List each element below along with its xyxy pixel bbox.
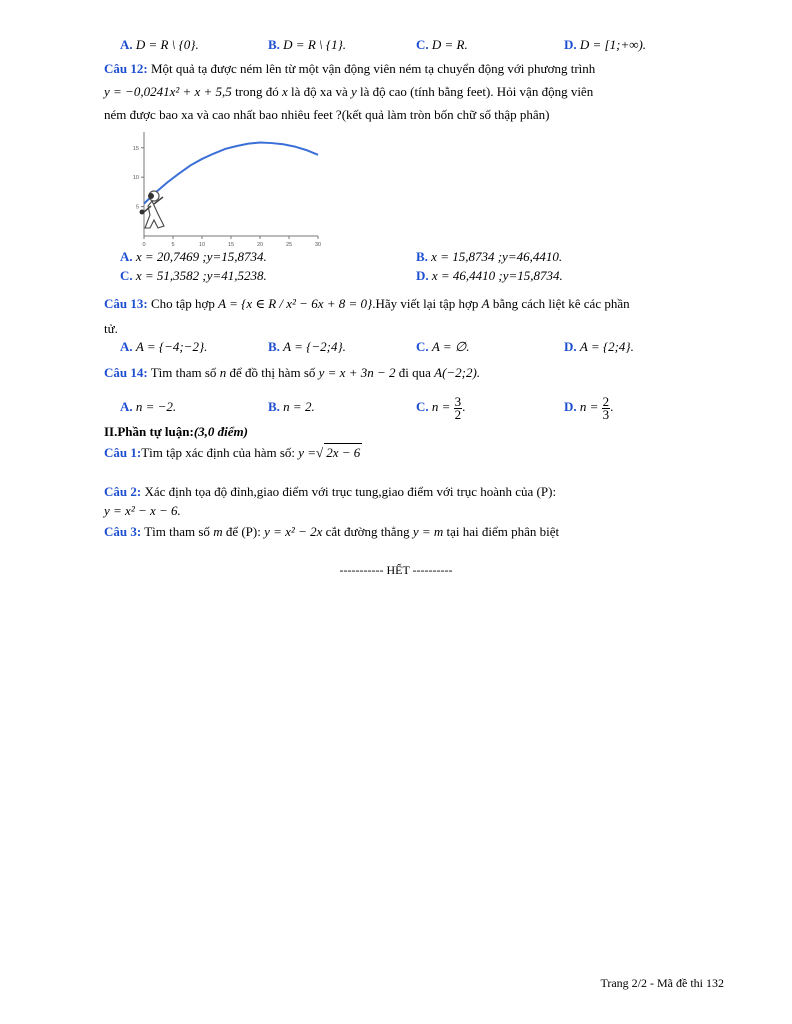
q12-line1: Câu 12: Một quả tạ được ném lên từ một vận động viên ném tạ chuyển động với phương trình — [104, 61, 596, 76]
essay-question-1: Câu 1:Tìm tập xác định của hàm số: y =√ 2x − 6 — [104, 445, 361, 460]
end-marker: ----------- HẾT ---------- — [339, 563, 453, 577]
q14-options-row — [0, 390, 792, 424]
q12-options-row-1 — [0, 248, 792, 266]
x-tick-label: 5 — [171, 242, 175, 248]
q14-option-d: D. n = $\frac{2}{3}$ . — [564, 393, 614, 422]
q12-option-a: A. x = 20,7469 ;y=15,8734. — [120, 249, 267, 264]
q13-option-c: C. A = ∅. — [416, 339, 470, 354]
essay-question-3: Câu 3: Tìm tham số m để (P): y = x² − 2x cắt đường thẳng y = m tại hai điểm phân biệt — [104, 524, 560, 539]
q13-option-a: A. A = {−4;−2}. — [120, 339, 208, 354]
prev-options-row — [0, 36, 792, 54]
x-tick-label: 15 — [227, 242, 235, 248]
x-tick-label: 0 — [142, 242, 146, 248]
q14-option-a: A. n = −2. — [120, 399, 177, 414]
sqrt-symbol: √ — [316, 445, 324, 460]
page-footer: Trang 2/2 - Mã đề thi 132 — [600, 976, 724, 990]
q14-option-b: B. n = 2. — [268, 399, 315, 414]
question-12 — [104, 57, 724, 126]
shot-putter-figure — [140, 191, 165, 228]
trajectory-chart — [118, 130, 328, 248]
x-tick-label: 20 — [256, 242, 264, 248]
q13-options-row — [0, 338, 792, 356]
prev-option-c: C. D = R. — [416, 37, 468, 52]
prev-option-b: B. D = R \ {1}. — [268, 37, 347, 52]
q12-line2: y = −0,0241x² + x + 5,5 trong đó x là độ xa và y là độ cao (tính bằng feet). Hỏi vận động viên — [104, 84, 594, 99]
q13-line1: Câu 13: Cho tập hợp A = {x ∈ R / x² − 6x + 8 = 0}.Hãy viết lại tập hợp A bằng cách liệt kê các phần — [104, 296, 630, 311]
fraction-two-thirds: $\frac{2}{3}$ — [602, 393, 610, 422]
q12-options-row-2 — [0, 267, 792, 285]
question-13 — [104, 291, 724, 341]
trajectory-curve — [144, 142, 318, 203]
essay-question-2: Câu 2: Xác định tọa độ đỉnh,giao điểm với trục tung,giao điểm với trục hoành của (P): — [104, 484, 557, 499]
x-tick-label: 10 — [198, 242, 206, 248]
prev-option-a: A. D = R \ {0}. — [120, 37, 199, 52]
q14-option-c: C. n = $\frac{3}{2}$ . — [416, 393, 466, 422]
essay-question-2-eq: y = x² − x − 6. — [104, 503, 181, 518]
q12-option-c: C. x = 51,3582 ;y=41,5238. — [120, 268, 267, 283]
q12-line3: ném được bao xa và cao nhất bao nhiêu feet ?(kết quả làm tròn bốn chữ số thập phân) — [104, 107, 550, 122]
part2-heading: II.Phần tự luận:(3,0 điểm) — [104, 424, 248, 439]
q13-option-b: B. A = {−2;4}. — [268, 339, 346, 354]
prev-option-d: D. D = [1;+∞). — [564, 37, 647, 52]
y-tick-label: 5 — [135, 204, 139, 211]
x-tick-label: 30 — [314, 242, 322, 248]
y-tick-label: 10 — [132, 175, 139, 182]
question-14: Câu 14: Tìm tham số n để đồ thị hàm số y = x + 3n − 2 đi qua A(−2;2). — [104, 365, 481, 380]
q13-option-d: D. A = {2;4}. — [564, 339, 634, 354]
q13-line2: tử. — [104, 321, 118, 336]
y-tick-label: 15 — [132, 145, 139, 152]
chart-ticks — [133, 146, 321, 248]
q12-option-d: D. x = 46,4410 ;y=15,8734. — [416, 268, 563, 283]
fraction-three-halves: $\frac{3}{2}$ — [454, 393, 462, 422]
x-tick-label: 25 — [285, 242, 293, 248]
q12-option-b: B. x = 15,8734 ;y=46,4410. — [416, 249, 563, 264]
